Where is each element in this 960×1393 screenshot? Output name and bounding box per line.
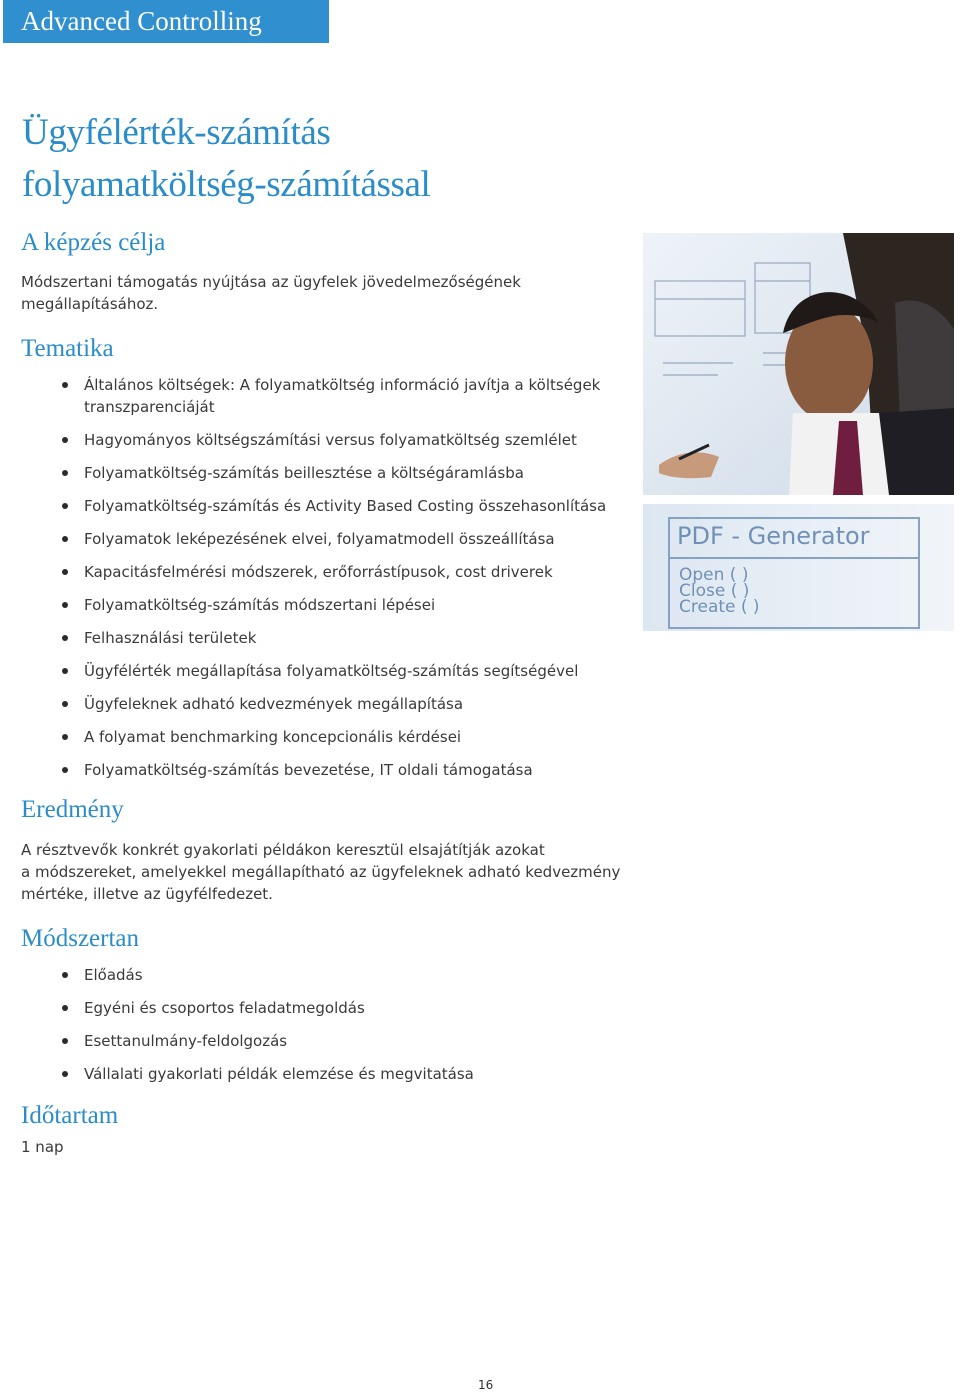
- result-heading: Eredmény: [21, 796, 124, 823]
- list-item: Egyéni és csoportos feladatmegoldás: [62, 997, 622, 1019]
- whiteboard-line-2: Open ( ): [679, 565, 749, 585]
- list-item: Kapacitásfelmérési módszerek, erőforrástípusok, cost driverek: [62, 561, 622, 583]
- whiteboard-line-4: Create ( ): [679, 597, 760, 617]
- presenters-photo: [643, 233, 954, 495]
- list-item: Általános költségek: A folyamatköltség információ javítja a költségek transzparenciáját: [62, 374, 622, 418]
- list-item: Hagyományos költségszámítási versus folyamatköltség szemlélet: [62, 429, 622, 451]
- list-item: Ügyfeleknek adható kedvezmények megállapítása: [62, 693, 622, 715]
- page-title: [22, 107, 622, 211]
- list-item: Vállalati gyakorlati példák elemzése és megvitatása: [62, 1063, 622, 1085]
- list-item: Folyamatköltség-számítás bevezetése, IT oldali támogatása: [62, 759, 622, 781]
- presenters-illustration: [643, 233, 954, 495]
- list-item: Ügyfélérték megállapítása folyamatköltség-számítás segítségével: [62, 660, 622, 682]
- result-line-3: mértéke, illetve az ügyfélfedezet.: [21, 885, 273, 903]
- result-line-2: a módszereket, amelyekkel megállapítható az ügyfeleknek adható kedvezmény: [21, 863, 621, 881]
- whiteboard-line-3: Close ( ): [679, 581, 750, 601]
- list-item: Esettanulmány-feldolgozás: [62, 1030, 622, 1052]
- goal-text: Módszertani támogatás nyújtása az ügyfelek jövedelmezőségének megállapításához.: [21, 273, 521, 313]
- result-text: [21, 839, 621, 905]
- goal-heading: A képzés célja: [21, 229, 166, 256]
- title-line-2: folyamatköltség-számítással: [22, 164, 431, 205]
- list-item: Felhasználási területek: [62, 627, 622, 649]
- page-number: 16: [478, 1378, 494, 1392]
- title-line-1: Ügyfélérték-számítás: [22, 112, 331, 153]
- list-item: A folyamat benchmarking koncepcionális kérdései: [62, 726, 622, 748]
- list-item: Folyamatköltség-számítás beillesztése a költségáramlásba: [62, 462, 622, 484]
- list-item: Folyamatköltség-számítás és Activity Based Costing összehasonlítása: [62, 495, 622, 517]
- duration-text: 1 nap: [21, 1138, 64, 1156]
- list-item: Folyamatköltség-számítás módszertani lépései: [62, 594, 622, 616]
- list-item: Folyamatok leképezésének elvei, folyamatmodell összeállítása: [62, 528, 622, 550]
- list-item: Előadás: [62, 964, 622, 986]
- section-banner: Advanced Controlling: [3, 0, 329, 43]
- result-line-1: A résztvevők konkrét gyakorlati példákon keresztül elsajátítják azokat: [21, 841, 545, 859]
- whiteboard-photo: [643, 504, 954, 631]
- topics-heading: Tematika: [21, 335, 114, 362]
- whiteboard-line-1: PDF - Generator: [677, 522, 870, 550]
- method-list: [62, 964, 622, 1096]
- whiteboard-illustration: [643, 504, 954, 631]
- method-heading: Módszertan: [21, 925, 140, 952]
- topics-list: [62, 374, 622, 792]
- duration-heading: Időtartam: [21, 1102, 119, 1129]
